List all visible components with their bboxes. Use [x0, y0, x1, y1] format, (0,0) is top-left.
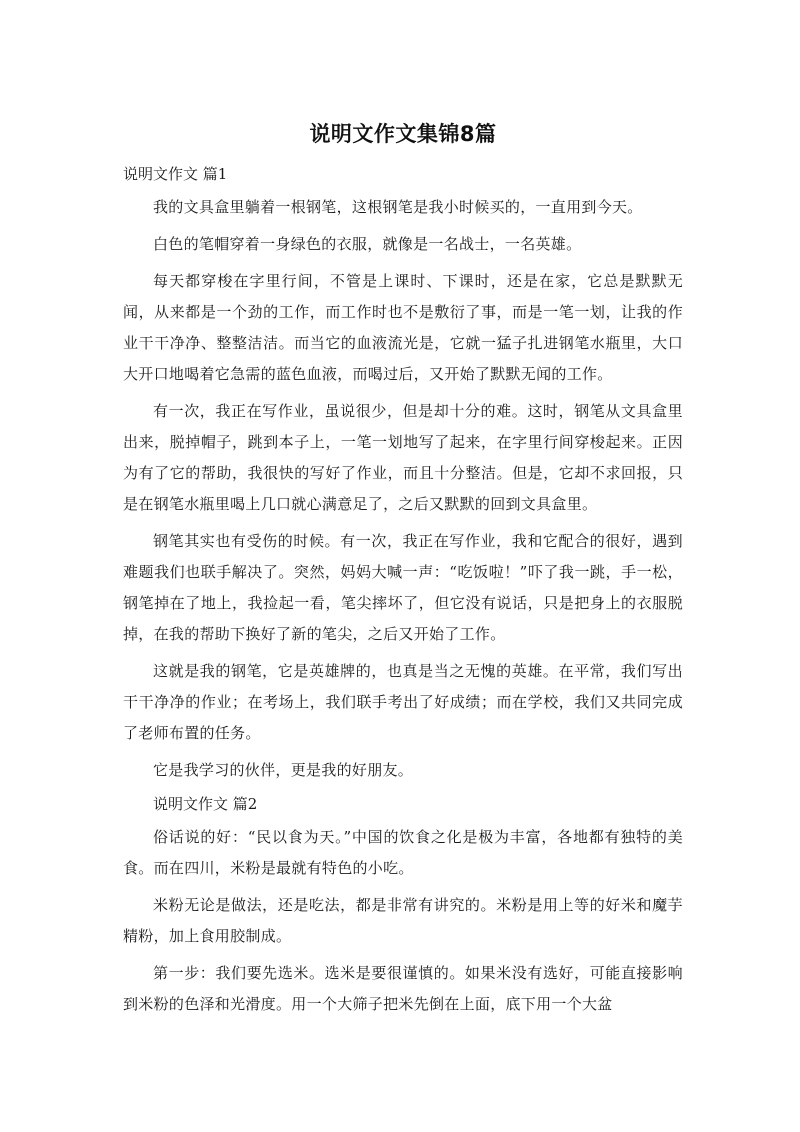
section-1 [123, 162, 683, 786]
paragraph: 米粉无论是做法，还是吃法，都是非常有讲究的。米粉是用上等的好米和魔芋精粉，加上食用胶制成。 [123, 896, 683, 945]
document-page [123, 118, 683, 1026]
section-heading: 说明文作文 篇2 [153, 795, 258, 813]
section-2 [123, 792, 683, 1020]
paragraph: 它是我学习的伙伴，更是我的好朋友。 [153, 761, 414, 779]
section-heading: 说明文作文 篇1 [123, 165, 228, 183]
paragraph: 每天都穿梭在字里行间，不管是上课时、下课时，还是在家，它总是默默无闻，从来都是一个劲的工作，而工作时也不是敷衍了事，而是一笔一划，让我的作业干干净净、整整洁洁。而当它的血液流光是，它就一猛子扎进钢笔水瓶里，大口大开口地喝着它急需的蓝色血液，而喝过后，又开始了默默无闻的工作。 [123, 272, 683, 383]
paragraph: 俗话说的好：“民以食为天。”中国的饮食之化是极为丰富，各地都有独特的美食。而在四川，米粉是最就有特色的小吃。 [123, 828, 683, 877]
paragraph: 有一次，我正在写作业，虽说很少，但是却十分的难。这时，钢笔从文具盒里出来，脱掉帽子，跳到本子上，一笔一划地写了起来，在字里行间穿梭起来。正因为有了它的帮助，我很快的写好了作业，而且十分整洁。但是，它却不求回报，只是在钢笔水瓶里喝上几口就心满意足了，之后又默默的回到文具盒里。 [123, 402, 683, 513]
paragraph: 这就是我的钢笔，它是英雄牌的，也真是当之无愧的英雄。在平常，我们写出干干净净的作业；在考场上，我们联手考出了好成绩；而在学校，我们又共同完成了老师布置的任务。 [123, 662, 683, 742]
paragraph: 钢笔其实也有受伤的时候。有一次，我正在写作业，我和它配合的很好，遇到难题我们也联手解决了。突然，妈妈大喊一声：“吃饭啦！”吓了我一跳，手一松，钢笔掉在了地上，我捡起一看，笔尖摔坏了，但它没有说话，只是把身上的衣服脱掉，在我的帮助下换好了新的笔尖，之后又开始了工作。 [123, 532, 683, 643]
paragraph: 白色的笔帽穿着一身绿色的衣服，就像是一名战士，一名英雄。 [153, 235, 582, 253]
paragraph: 第一步：我们要先选米。选米是要很谨慎的。如果米没有选好，可能直接影响到米粉的色泽和光滑度。用一个大筛子把米先倒在上面，底下用一个大盆 [123, 964, 683, 1013]
document-title: 说明文作文集锦8篇 [309, 122, 497, 146]
paragraph: 我的文具盒里躺着一根钢笔，这根钢笔是我小时候买的，一直用到今天。 [153, 198, 643, 216]
